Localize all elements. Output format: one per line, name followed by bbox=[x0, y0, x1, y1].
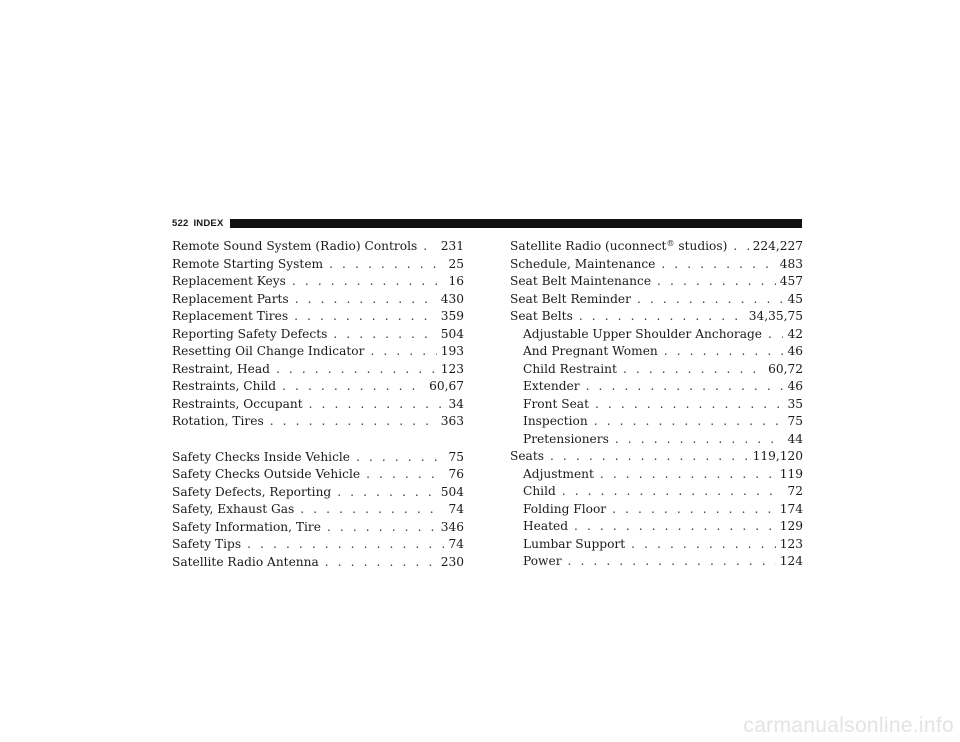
header-rule bbox=[230, 219, 803, 228]
dot-leader bbox=[337, 484, 437, 502]
index-subentry bbox=[510, 326, 803, 344]
index-entry bbox=[172, 291, 464, 309]
dot-leader bbox=[295, 291, 437, 309]
entry-term: Safety Checks Inside Vehicle bbox=[172, 449, 351, 464]
dot-leader bbox=[615, 431, 784, 449]
index-entry bbox=[510, 238, 803, 256]
entry-page: 76 bbox=[448, 467, 464, 481]
entry-term: Restraints, Child bbox=[172, 379, 277, 393]
entry-term-text: studios) bbox=[674, 239, 728, 253]
dot-leader bbox=[333, 326, 436, 344]
index-subentry bbox=[510, 378, 803, 396]
entry-page: 72 bbox=[787, 484, 803, 498]
dot-leader bbox=[366, 466, 444, 484]
index-entry bbox=[510, 256, 803, 274]
entry-page: 230 bbox=[440, 554, 464, 569]
entry-page: 359 bbox=[440, 309, 464, 323]
entry-term: Remote Sound System (Radio) Controls bbox=[172, 239, 418, 253]
dot-leader bbox=[594, 413, 784, 431]
index-entry bbox=[172, 308, 464, 326]
dot-leader bbox=[637, 291, 784, 309]
dot-leader bbox=[282, 378, 425, 396]
entry-term: Safety Tips bbox=[172, 537, 242, 551]
entry-page: 74 bbox=[448, 537, 464, 551]
watermark: carmanualsonline.info bbox=[743, 714, 954, 737]
entry-page: 46 bbox=[787, 344, 803, 358]
entry-page: 363 bbox=[440, 414, 464, 428]
entry-term: Front Seat bbox=[523, 396, 589, 411]
entry-page: 42 bbox=[787, 326, 803, 341]
entry-term: Rotation, Tires bbox=[172, 414, 264, 428]
entry-term: Seat Belt Reminder bbox=[510, 291, 631, 306]
entry-page: 35 bbox=[787, 396, 803, 411]
entry-page: 504 bbox=[440, 326, 464, 341]
entry-term: Seats bbox=[510, 449, 544, 463]
dot-leader bbox=[356, 449, 444, 467]
index-entry bbox=[172, 536, 464, 554]
index-entry bbox=[172, 396, 464, 414]
index-entry bbox=[172, 378, 464, 396]
index-subentry bbox=[510, 518, 803, 536]
index-entry bbox=[510, 308, 803, 326]
page-header bbox=[172, 217, 802, 229]
entry-term: Pretensioners bbox=[523, 431, 609, 446]
entry-page: 457 bbox=[779, 274, 803, 288]
dot-leader bbox=[623, 361, 764, 379]
entry-term: Restraints, Occupant bbox=[172, 396, 303, 411]
dot-leader bbox=[270, 413, 437, 431]
entry-term: Schedule, Maintenance bbox=[510, 256, 656, 271]
index-entry bbox=[172, 501, 464, 519]
entry-page: 119,120 bbox=[752, 449, 803, 463]
section-title: INDEX bbox=[193, 217, 224, 229]
entry-term: Replacement Parts bbox=[172, 291, 289, 306]
entry-page: 124 bbox=[779, 554, 803, 568]
index-entry bbox=[172, 343, 464, 361]
entry-page: 46 bbox=[787, 379, 803, 393]
entry-term: Folding Floor bbox=[523, 501, 607, 516]
entry-term: Power bbox=[523, 554, 562, 568]
entry-page: 34,35,75 bbox=[748, 309, 803, 323]
entry-term: Adjustment bbox=[523, 466, 594, 481]
dot-leader bbox=[631, 536, 776, 554]
entry-page: 60,72 bbox=[768, 361, 803, 376]
index-subentry bbox=[510, 361, 803, 379]
dot-leader bbox=[325, 554, 437, 572]
dot-leader bbox=[423, 238, 437, 256]
entry-term: Seat Belts bbox=[510, 309, 573, 323]
index-entry bbox=[172, 413, 464, 431]
entry-page: 483 bbox=[779, 256, 803, 271]
entry-page: 231 bbox=[440, 239, 464, 253]
entry-term: Restraint, Head bbox=[172, 361, 270, 376]
entry-page: 60,67 bbox=[429, 379, 464, 393]
entry-page: 129 bbox=[779, 519, 803, 533]
index-subentry bbox=[510, 396, 803, 414]
index-column-left bbox=[172, 238, 464, 571]
entry-term: Safety Information, Tire bbox=[172, 519, 321, 534]
dot-leader bbox=[309, 396, 445, 414]
dot-leader bbox=[657, 273, 776, 291]
index-subentry bbox=[510, 431, 803, 449]
entry-term: Inspection bbox=[523, 414, 588, 428]
dot-leader bbox=[574, 518, 776, 536]
entry-page: 45 bbox=[787, 291, 803, 306]
entry-term: And Pregnant Women bbox=[523, 344, 658, 358]
entry-page: 123 bbox=[779, 536, 803, 551]
entry-page: 430 bbox=[440, 291, 464, 306]
dot-leader bbox=[661, 256, 775, 274]
index-entry bbox=[172, 361, 464, 379]
entry-page: 346 bbox=[440, 519, 464, 534]
index-entry bbox=[172, 449, 464, 467]
index-entry bbox=[510, 448, 803, 466]
dot-leader bbox=[550, 448, 749, 466]
dot-leader bbox=[595, 396, 784, 414]
dot-leader bbox=[600, 466, 776, 484]
entry-page: 224,227 bbox=[752, 239, 803, 253]
entry-term: Seat Belt Maintenance bbox=[510, 274, 652, 288]
page-number: 522 bbox=[172, 217, 189, 229]
dot-leader bbox=[562, 483, 784, 501]
dot-leader bbox=[568, 553, 776, 571]
entry-page: 44 bbox=[787, 431, 803, 446]
dot-leader bbox=[768, 326, 783, 344]
entry-term-text: Satellite Radio (uconnect bbox=[510, 239, 667, 253]
entry-term: Safety, Exhaust Gas bbox=[172, 502, 295, 516]
entry-term: Safety Checks Outside Vehicle bbox=[172, 467, 361, 481]
entry-page: 16 bbox=[448, 274, 464, 288]
entry-term: Child Restraint bbox=[523, 361, 617, 376]
entry-term: Child bbox=[523, 484, 556, 498]
index-entry bbox=[172, 466, 464, 484]
index-entry bbox=[172, 326, 464, 344]
entry-page: 75 bbox=[787, 414, 803, 428]
entry-term bbox=[510, 238, 727, 256]
entry-term: Reporting Safety Defects bbox=[172, 326, 328, 341]
index-subentry bbox=[510, 466, 803, 484]
dot-leader bbox=[327, 519, 437, 537]
index-subentry bbox=[510, 483, 803, 501]
index-entry bbox=[172, 554, 464, 572]
entry-page: 74 bbox=[448, 502, 464, 516]
entry-term: Lumbar Support bbox=[523, 536, 626, 551]
entry-term: Resetting Oil Change Indicator bbox=[172, 344, 365, 358]
index-subentry bbox=[510, 343, 803, 361]
dot-leader bbox=[612, 501, 776, 519]
dot-leader bbox=[579, 308, 745, 326]
entry-page: 25 bbox=[448, 256, 464, 271]
entry-term: Extender bbox=[523, 379, 580, 393]
entry-page: 504 bbox=[440, 484, 464, 499]
dot-leader bbox=[292, 273, 445, 291]
dot-leader bbox=[586, 378, 784, 396]
index-subentry bbox=[510, 536, 803, 554]
index-subentry bbox=[510, 413, 803, 431]
entry-page: 193 bbox=[440, 344, 464, 358]
index-entry bbox=[172, 273, 464, 291]
index-entry bbox=[172, 519, 464, 537]
registered-mark: ® bbox=[666, 239, 675, 248]
entry-term: Remote Starting System bbox=[172, 256, 324, 271]
dot-leader bbox=[294, 308, 437, 326]
entry-term: Replacement Keys bbox=[172, 274, 286, 288]
dot-leader bbox=[247, 536, 444, 554]
entry-term: Adjustable Upper Shoulder Anchorage bbox=[523, 326, 762, 341]
entry-page: 119 bbox=[779, 466, 803, 481]
entry-page: 123 bbox=[440, 361, 464, 376]
index-entry bbox=[172, 238, 464, 256]
index-entry bbox=[172, 256, 464, 274]
entry-term: Replacement Tires bbox=[172, 309, 289, 323]
dot-leader bbox=[329, 256, 444, 274]
index-entry bbox=[172, 484, 464, 502]
dot-leader bbox=[733, 238, 748, 256]
index-entry bbox=[510, 291, 803, 309]
entry-page: 174 bbox=[779, 501, 803, 516]
entry-page: 34 bbox=[448, 396, 464, 411]
index-column-right bbox=[510, 238, 803, 571]
dot-leader bbox=[370, 343, 436, 361]
entry-term: Heated bbox=[523, 519, 569, 533]
dot-leader bbox=[276, 361, 437, 379]
index-subentry bbox=[510, 501, 803, 519]
entry-term: Safety Defects, Reporting bbox=[172, 484, 332, 499]
index-entry bbox=[510, 273, 803, 291]
dot-leader bbox=[664, 343, 784, 361]
entry-page: 75 bbox=[448, 449, 464, 464]
dot-leader bbox=[300, 501, 444, 519]
entry-term: Satellite Radio Antenna bbox=[172, 554, 319, 569]
index-subentry bbox=[510, 553, 803, 571]
